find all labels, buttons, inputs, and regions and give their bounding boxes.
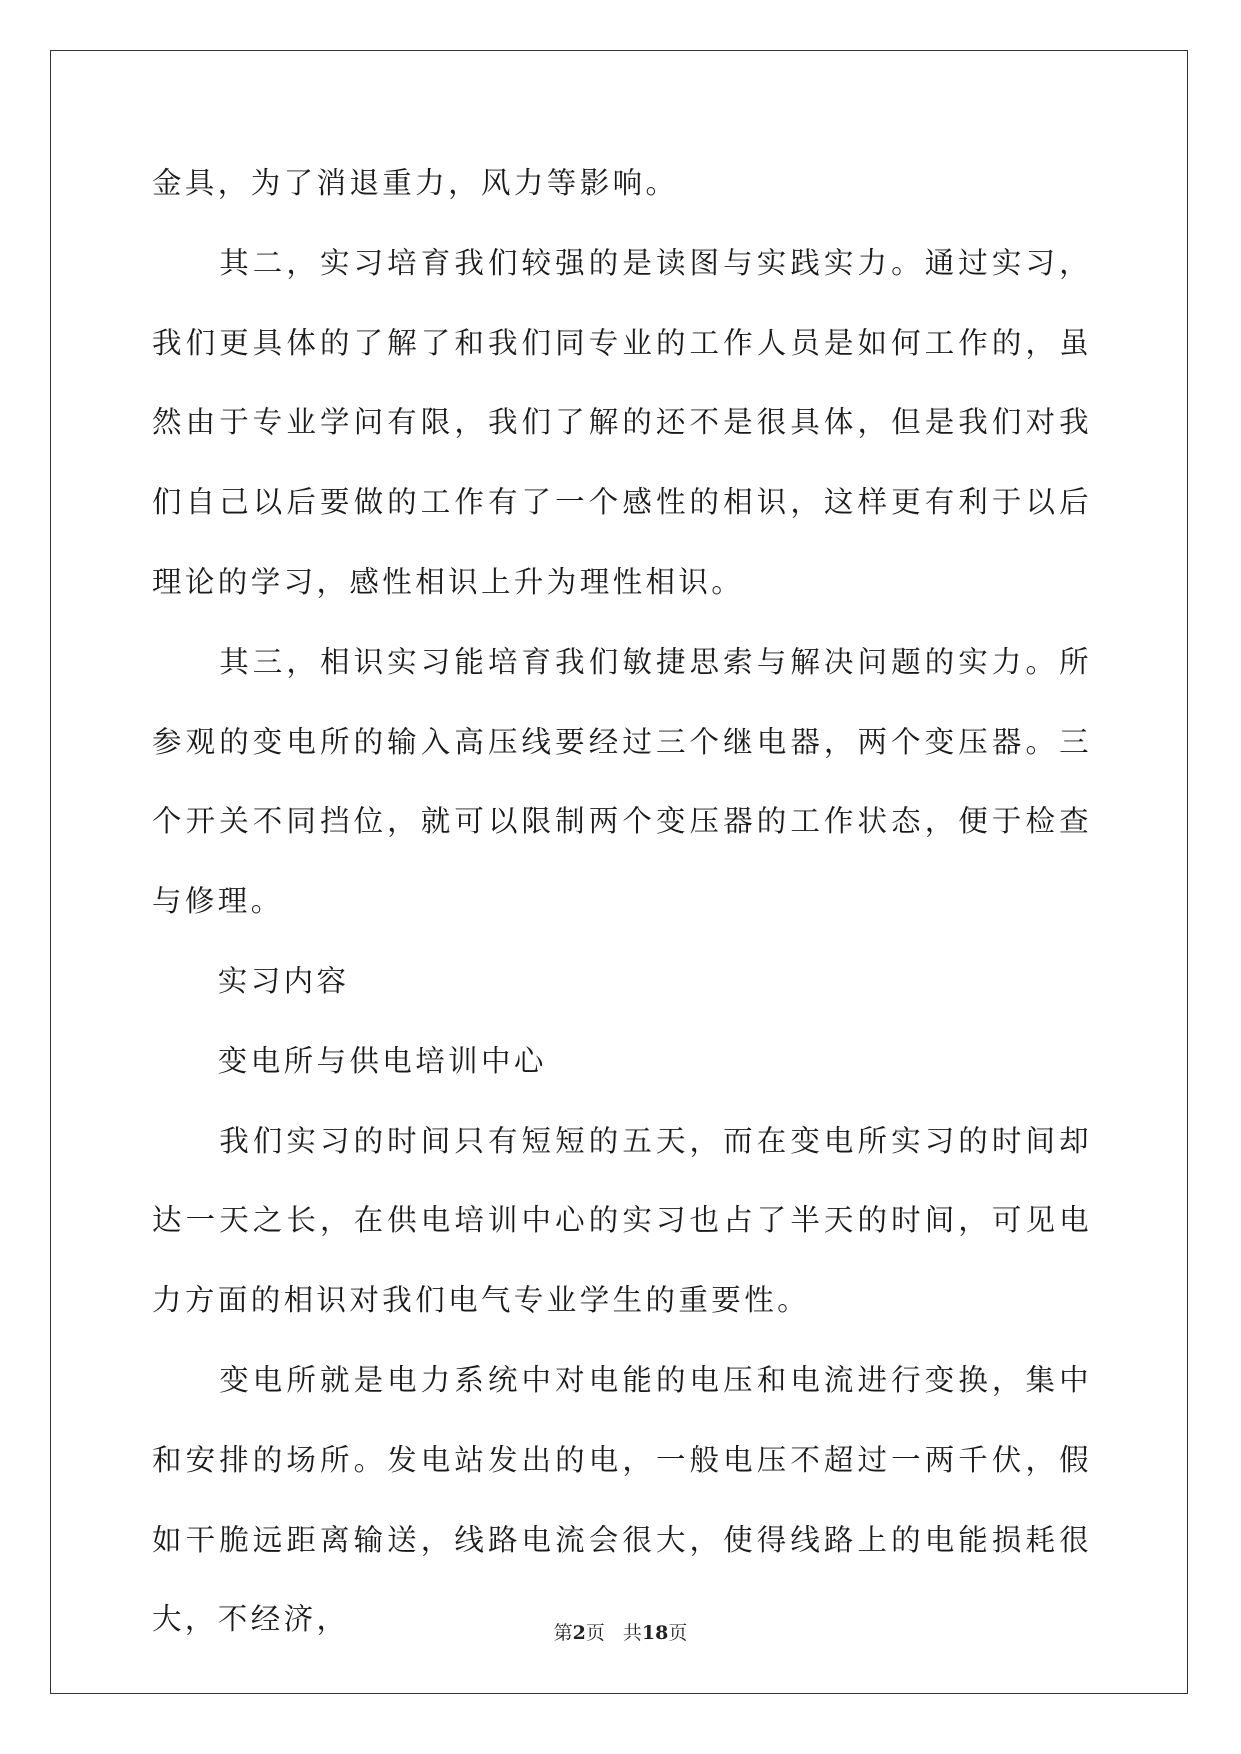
document-body <box>152 160 1092 1660</box>
page-prefix: 第 <box>553 1622 573 1644</box>
total-unit: 页 <box>668 1622 688 1644</box>
paragraph: 其三，相识实习能培育我们敏捷思索与解决问题的实力。所参观的变电所的输入高压线要经过三个继电器，两个变压器。三个开关不同挡位，就可以限制两个变压器的工作状态，便于检查与修理。 <box>152 644 1092 919</box>
subsection-heading: 变电所与供电培训中心 <box>152 1043 547 1078</box>
section-heading: 实习内容 <box>152 963 350 998</box>
page-footer <box>0 1621 1241 1645</box>
paragraph: 金具，为了消退重力，风力等影响。 <box>152 166 679 200</box>
paragraph: 其二，实习培育我们较强的是读图与实践实力。通过实习，我们更具体的了解了和我们同专业的工作人员是如何工作的，虽然由于专业学问有限，我们了解的还不是很具体，但是我们对我们自己以后要做的工作有了一个感性的相识，这样更有利于以后理论的学习，感性相识上升为理性相识。 <box>152 245 1092 599</box>
page-unit: 页 <box>585 1622 605 1644</box>
paragraph: 变电所就是电力系统中对电能的电压和电流进行变换，集中和安排的场所。发电站发出的电，一般电压不超过一两千伏，假如干脆远距离输送，线路电流会很大，使得线路上的电能损耗很大，不经济， <box>152 1362 1092 1637</box>
page-total-number: 18 <box>641 1622 669 1644</box>
total-prefix: 共 <box>622 1622 642 1644</box>
page-current-number: 2 <box>572 1622 586 1644</box>
paragraph: 我们实习的时间只有短短的五天，而在变电所实习的时间却达一天之长，在供电培训中心的实习也占了半天的时间，可见电力方面的相识对我们电气专业学生的重要性。 <box>152 1123 1092 1318</box>
